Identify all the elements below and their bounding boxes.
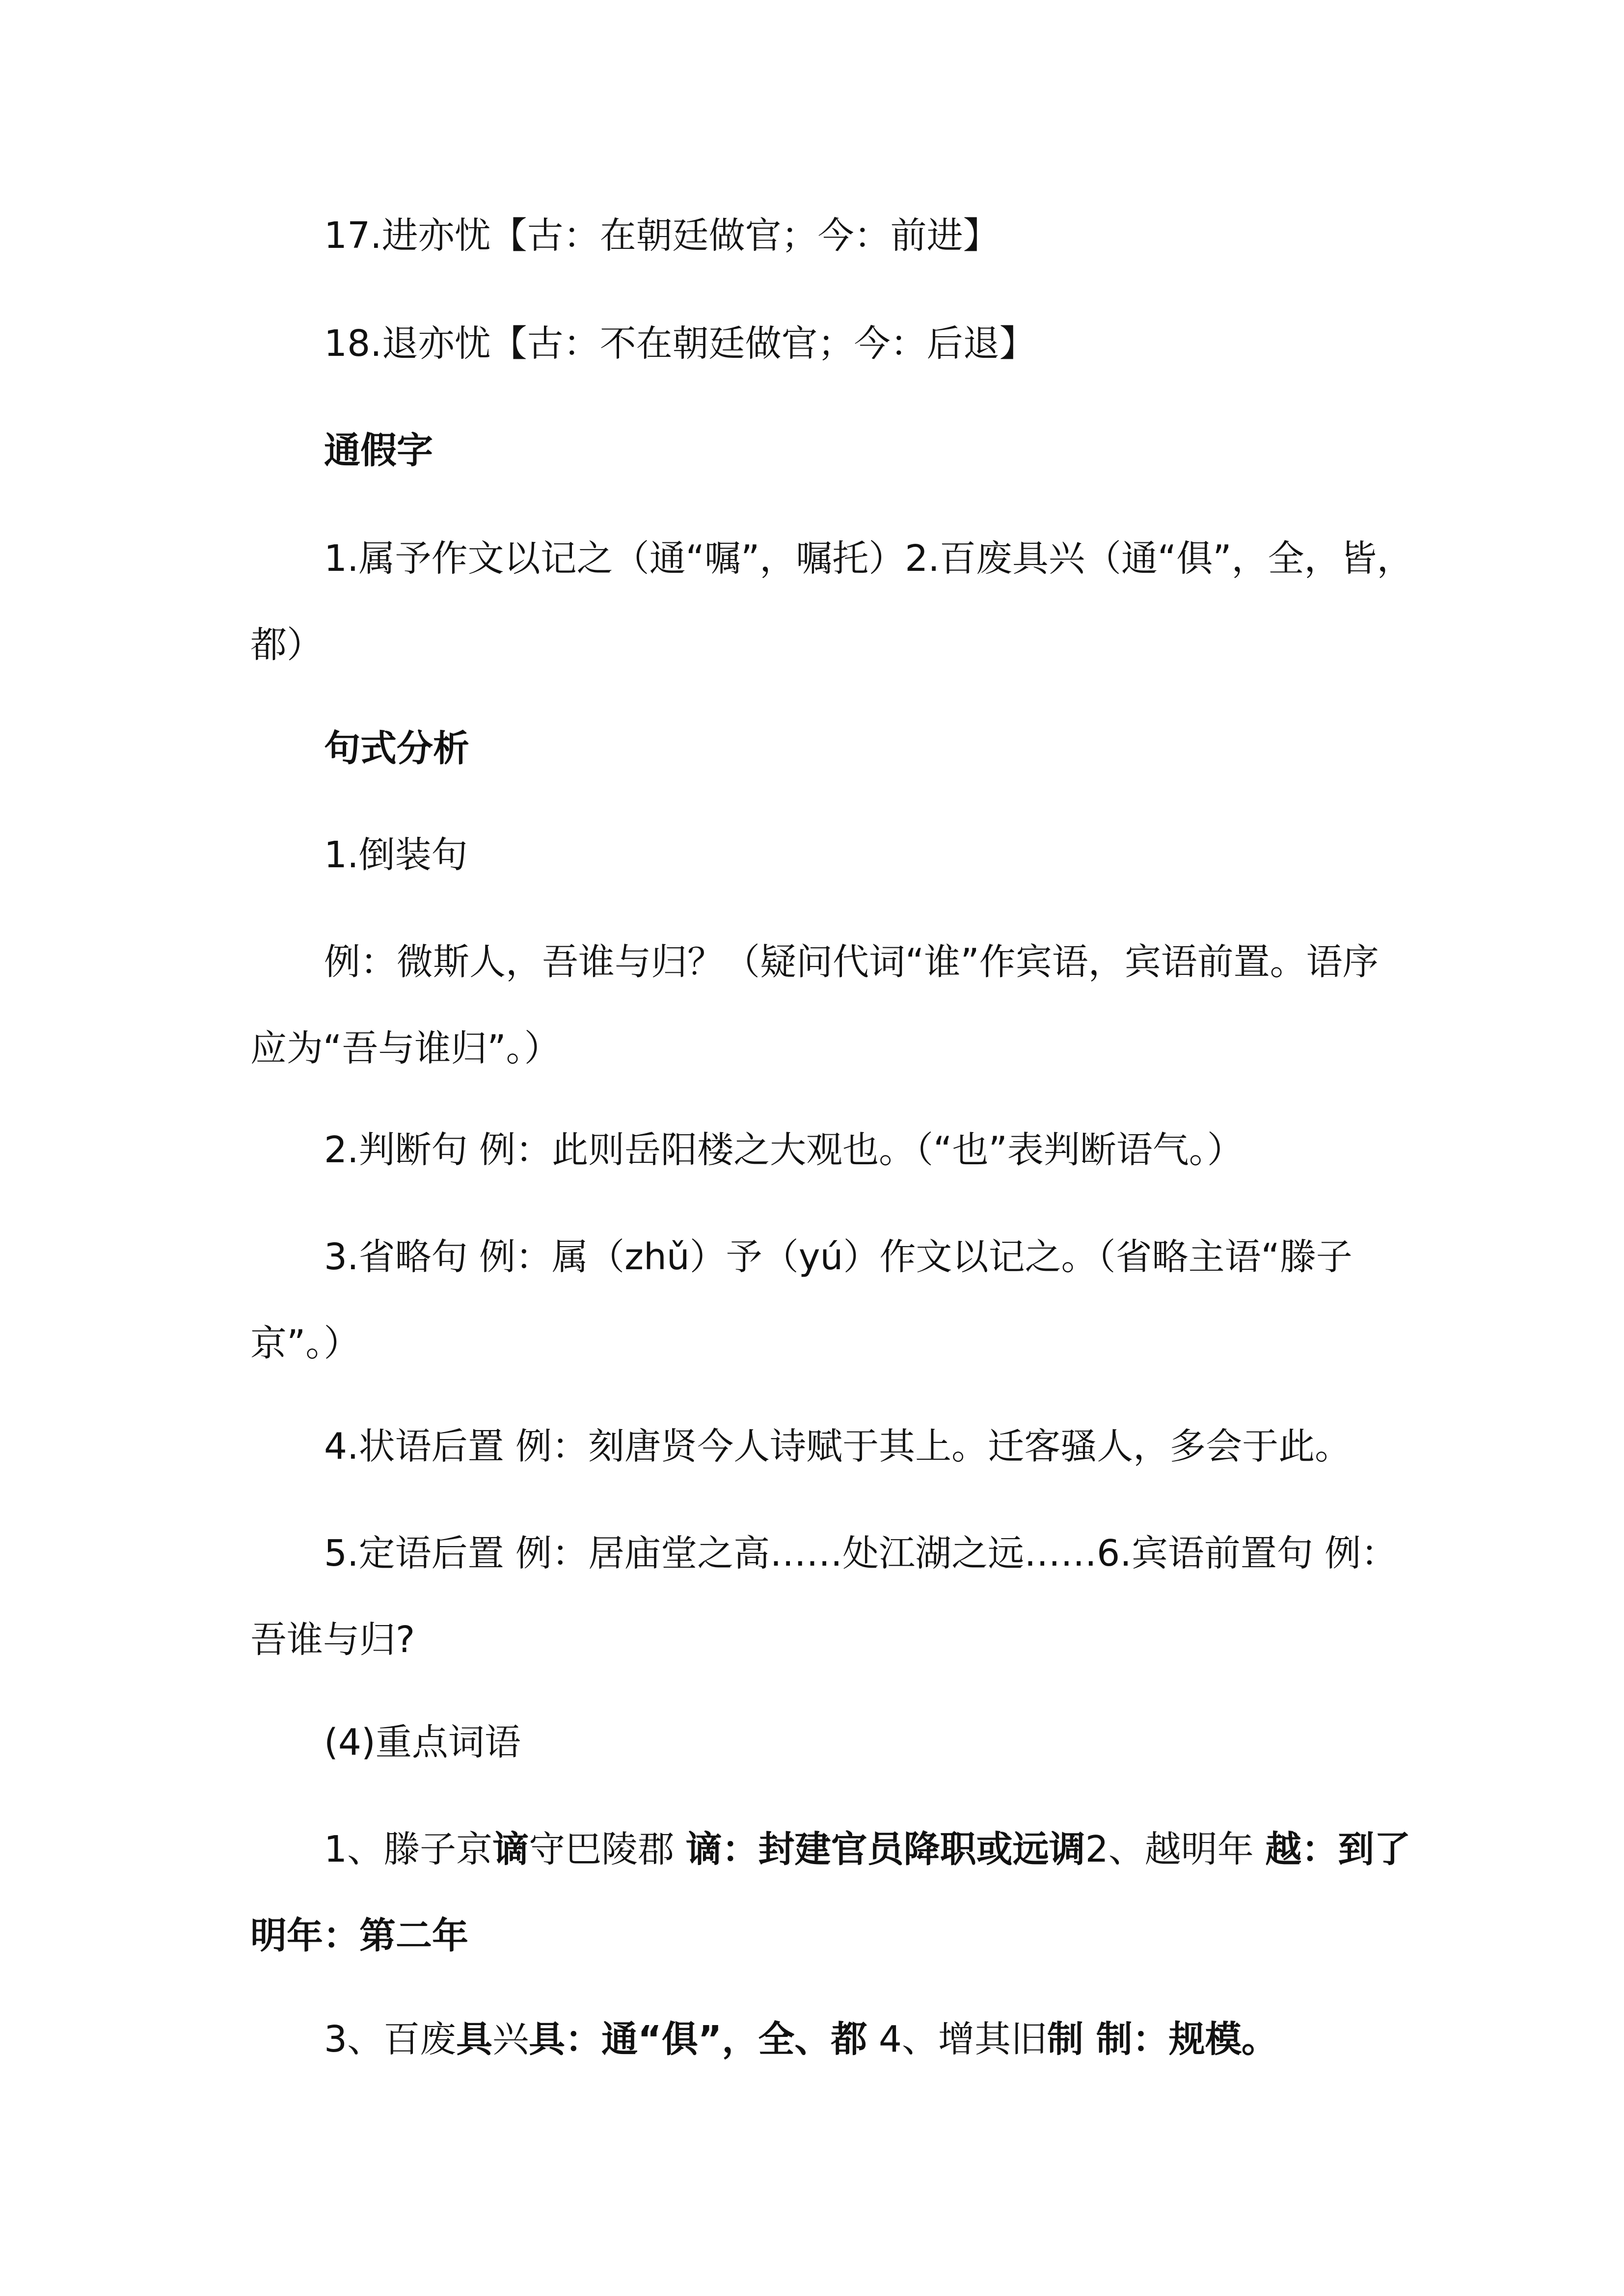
key-word-definition: 制：规模。 [1083, 2018, 1278, 2060]
key-word-text: 兴 [492, 2018, 529, 2060]
text-line-zhongdian-ciyu: (4)重点词语 [324, 1721, 521, 1763]
paragraph-shenglueju: 3.省略句 例：属（zhǔ）予（yú）作文以记之。（省略主语“滕子京”。） [250, 1236, 1353, 1364]
text-line-key-words-2 [324, 2015, 1409, 2064]
key-word-text: 4、增其旧 [867, 2018, 1047, 2060]
key-word-text: 1、滕子京 [324, 1828, 493, 1870]
key-word-definition: 越：到了 明年：第二年 [250, 1828, 1411, 1957]
paragraph-daozhuangju-example: 例：微斯人，吾谁与归？（疑问代词“谁”作宾语，宾语前置。语序应为“吾与谁归”。） [250, 941, 1379, 1069]
key-word-definition: 谪：封建官员降职或远调 [685, 1828, 1085, 1870]
key-word-bold: 谪 [492, 1828, 529, 1870]
text-line-panduanju: 2.判断句 例：此则岳阳楼之大观也。（“也”表判断语气。） [324, 1129, 1244, 1171]
paragraph-tongjiazi: 1.属予作文以记之（通“嘱”，嘱托）2.百废具兴（通“俱”，全，皆，都） [250, 537, 1413, 666]
text-line-17: 17.进亦忧【古：在朝廷做官；今：前进】 [324, 214, 1000, 257]
text-line-zhuangyu: 4.状语后置 例：刻唐贤今人诗赋于其上。迁客骚人，多会于此。 [324, 1425, 1352, 1468]
key-word-text: 守巴陵郡 [529, 1828, 686, 1870]
key-word-bold: 具 [456, 2018, 493, 2060]
key-word-text: 2、越明年 [1085, 1828, 1266, 1870]
paragraph-dingyu: 5.定语后置 例：居庙堂之高……处江湖之远……6.宾语前置句 例：吾谁与归? [250, 1532, 1398, 1661]
section-heading-tongjiazi: 通假字 [324, 429, 433, 472]
key-word-bold: 制 [1047, 2018, 1083, 2060]
text-line-daozhuangju: 1.倒装句 [324, 834, 468, 876]
key-word-definition: 具：通“俱”，全、都 [529, 2018, 867, 2060]
text-line-18: 18.退亦忧【古：不在朝廷做官；今：后退】 [324, 322, 1036, 365]
key-word-text: 3、百废 [324, 2018, 457, 2060]
section-heading-jushi: 句式分析 [324, 727, 469, 770]
paragraph-key-words [250, 1806, 1414, 1979]
